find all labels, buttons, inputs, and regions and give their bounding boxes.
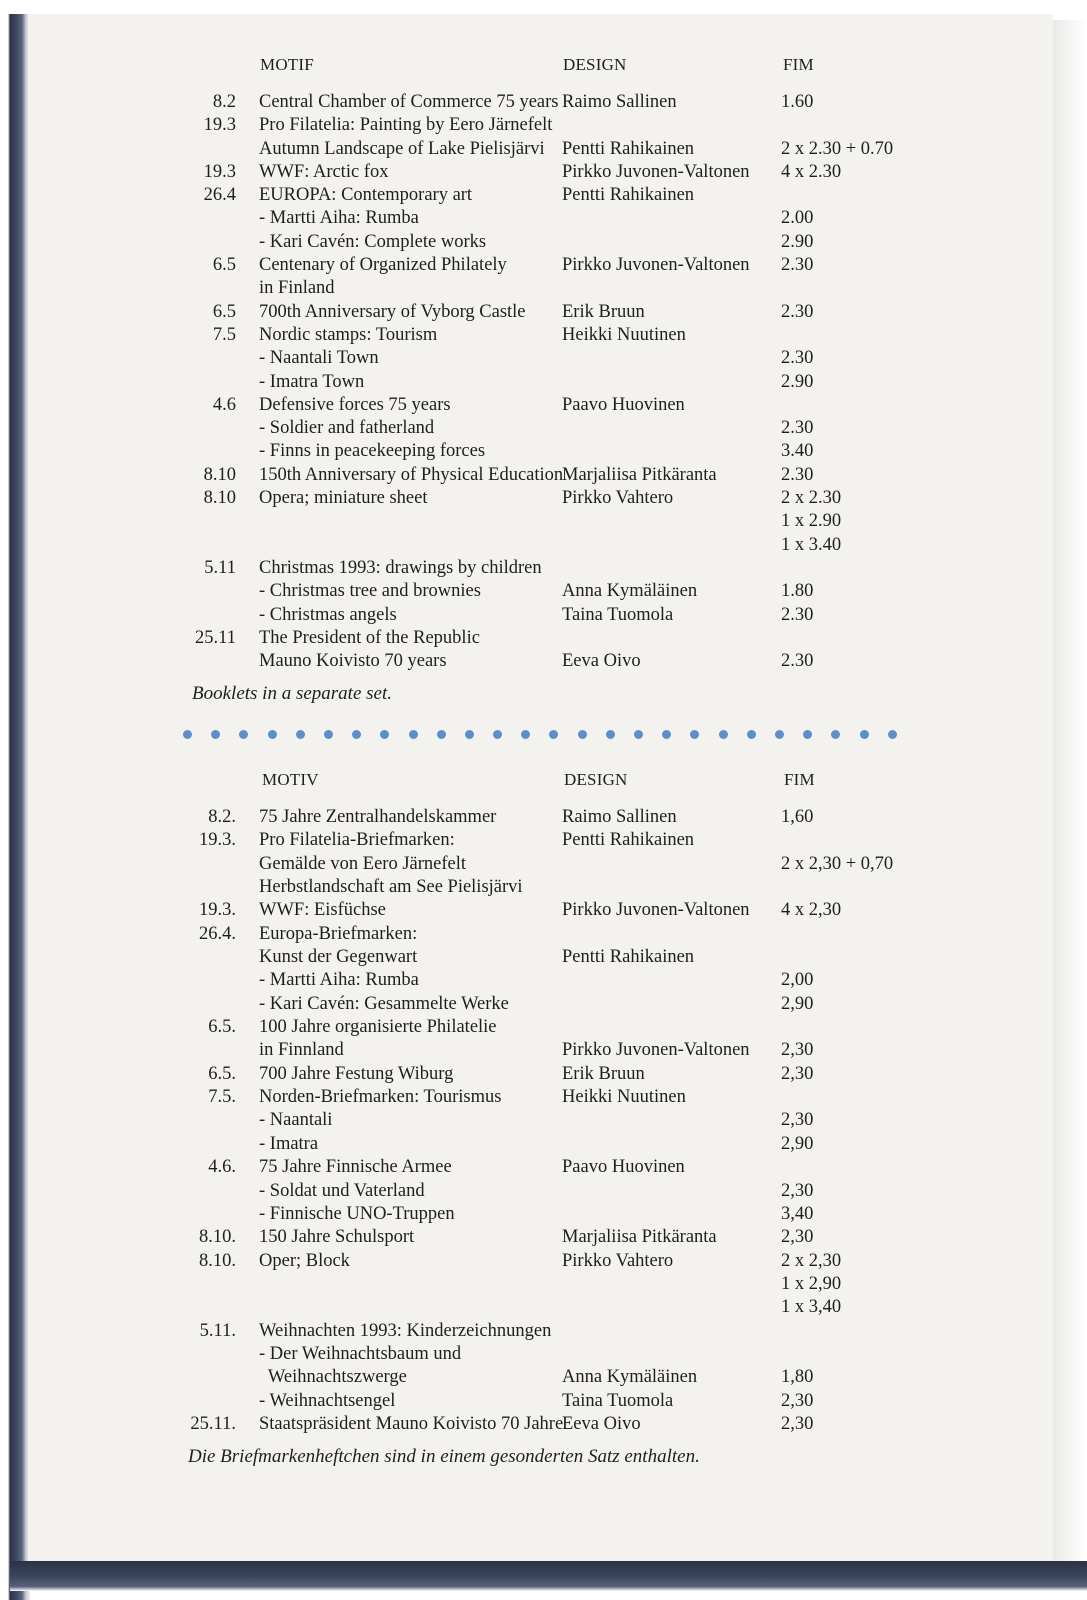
stamp-motif: - Kari Cavén: Complete works (259, 231, 487, 252)
stamp-value: 2.30 (781, 418, 814, 439)
separator-dot (437, 730, 446, 739)
stamp-value: 2 x 2.30 (781, 488, 842, 509)
stamp-value: 2 x 2,30 + 0,70 (781, 853, 894, 874)
stamp-value: 1 x 3.40 (781, 534, 842, 555)
table-row (0, 806, 1087, 829)
stamp-motif: 75 Jahre Finnische Armee (259, 1157, 452, 1178)
stamp-motif: - Naantali (259, 1110, 333, 1131)
stamp-motif: Pro Filatelia-Briefmarken: (259, 830, 455, 851)
stamp-motif: 75 Jahre Zentralhandelskammer (259, 807, 497, 827)
separator-dot (268, 730, 277, 739)
table-row (0, 207, 1087, 230)
stamp-designer: Pentti Rahikainen (562, 185, 695, 206)
stamp-motif: - Martti Aiha: Rumba (259, 208, 419, 229)
stamp-motif: Oper; Block (259, 1250, 350, 1271)
stamp-motif: 150 Jahre Schulsport (259, 1227, 415, 1248)
stamp-motif: Christmas 1993: drawings by children (259, 557, 542, 578)
stamp-designer: Raimo Sallinen (562, 92, 677, 112)
table-body (0, 91, 1087, 673)
table-row (0, 1133, 1087, 1156)
table-body (0, 806, 1087, 1436)
stamp-motif: Europa-Briefmarken: (259, 923, 418, 944)
separator-dot (831, 730, 840, 739)
table-row (0, 899, 1087, 922)
stamp-motif: Kunst der Gegenwart (259, 947, 418, 968)
stamp-motif: 700th Anniversary of Vyborg Castle (259, 301, 526, 322)
table-row (0, 1180, 1087, 1203)
stamp-date: 25.11 (195, 627, 236, 648)
stamp-date: 19.3. (199, 830, 236, 851)
booklets-note-german: Die Briefmarkenheftchen sind in einem gesonderten Satz enthalten. (188, 1446, 700, 1467)
stamp-motif: - Finns in peacekeeping forces (259, 441, 486, 462)
table-row (0, 324, 1087, 347)
stamp-value: 4 x 2.30 (781, 161, 842, 182)
separator-dot (662, 730, 671, 739)
table-row (0, 347, 1087, 370)
stamp-date: 8.10 (203, 464, 236, 485)
stamp-date: 6.5. (208, 1063, 236, 1084)
table-row (0, 1086, 1087, 1109)
stamp-motif: - Soldier and fatherland (259, 418, 435, 439)
table-row (0, 184, 1087, 207)
table-row (0, 627, 1087, 650)
stamp-date: 6.5 (212, 255, 236, 276)
separator-dot (296, 730, 305, 739)
stamp-designer: Anna Kymäläinen (562, 1367, 698, 1388)
column-header-motiv: MOTIV (262, 770, 319, 789)
stamp-motif: Opera; miniature sheet (259, 488, 428, 509)
stamp-designer: Paavo Huovinen (562, 394, 685, 415)
stamp-date: 8.10. (199, 1250, 236, 1271)
table-row (0, 1156, 1087, 1179)
stamp-motif: WWF: Arctic fox (259, 161, 389, 182)
stamp-motif: Centenary of Organized Philately (259, 255, 507, 276)
stamp-value: 1 x 2,90 (781, 1273, 842, 1294)
stamp-designer: Taina Tuomola (562, 604, 674, 625)
stamp-value: 2,00 (781, 970, 814, 991)
stamp-date: 5.11. (199, 1320, 236, 1341)
stamp-value: 2,30 (781, 1227, 814, 1248)
stamp-date: 26.4. (199, 923, 236, 944)
stamp-value: 2,30 (781, 1040, 814, 1061)
stamp-value: 2 x 2,30 (781, 1250, 842, 1271)
stamp-value: 4 x 2,30 (781, 900, 842, 921)
table-row (0, 1226, 1087, 1249)
stamp-designer: Pentti Rahikainen (562, 947, 695, 968)
table-row (0, 301, 1087, 324)
table-row (0, 829, 1087, 852)
stamp-motif: Norden-Briefmarken: Tourismus (259, 1087, 502, 1108)
table-row (0, 969, 1087, 992)
separator-dot (211, 730, 220, 739)
stamp-date: 8.2. (208, 807, 236, 827)
stamp-value: 2.30 (781, 348, 814, 369)
stamp-motif: in Finnland (259, 1040, 344, 1061)
stamp-motif: - Imatra (259, 1133, 319, 1154)
table-row (0, 1273, 1087, 1296)
stamp-value: 2,90 (781, 993, 814, 1014)
stamp-motif: 100 Jahre organisierte Philatelie (259, 1017, 497, 1038)
table-row (0, 231, 1087, 254)
table-row (0, 1390, 1087, 1413)
stamp-designer: Eeva Oivo (562, 1413, 641, 1434)
table-row (0, 534, 1087, 557)
separator-dot (493, 730, 502, 739)
separator-dot (549, 730, 558, 739)
table-row (0, 417, 1087, 440)
table-row (0, 946, 1087, 969)
separator-dot (465, 730, 474, 739)
stamp-designer: Heikki Nuutinen (562, 324, 686, 345)
separator-dot (578, 730, 587, 739)
stamp-designer: Pirkko Juvonen-Valtonen (562, 900, 750, 921)
table-row (0, 923, 1087, 946)
stamp-designer: Raimo Sallinen (562, 807, 677, 827)
column-header-fim: FIM (784, 770, 815, 789)
stamp-designer: Paavo Huovinen (562, 1157, 685, 1178)
stamp-value: 2,30 (781, 1180, 814, 1201)
table-row (0, 604, 1087, 627)
column-header-design: DESIGN (563, 55, 627, 74)
column-header-design: DESIGN (564, 770, 628, 789)
stamp-date: 26.4 (203, 185, 236, 206)
stamp-designer: Pirkko Vahtero (562, 488, 674, 509)
stamp-motif: - Finnische UNO-Truppen (259, 1203, 455, 1224)
table-row (0, 1250, 1087, 1273)
table-row (0, 1320, 1087, 1343)
stamp-motif: - Martti Aiha: Rumba (259, 970, 419, 991)
table-row (0, 1366, 1087, 1389)
stamp-value: 2,30 (781, 1110, 814, 1131)
separator-dot (324, 730, 333, 739)
table-row (0, 650, 1087, 673)
stamp-designer: Erik Bruun (562, 301, 645, 322)
table-row (0, 510, 1087, 533)
separator-dot (803, 730, 812, 739)
stamp-designer: Taina Tuomola (562, 1390, 674, 1411)
table-row (0, 487, 1087, 510)
stamp-date: 19.3 (203, 161, 236, 182)
table-row (0, 1413, 1087, 1436)
stamp-motif: Nordic stamps: Tourism (259, 324, 438, 345)
separator-dot (775, 730, 784, 739)
stamp-motif: The President of the Republic (259, 627, 480, 648)
table-row (0, 993, 1087, 1016)
separator-dot (719, 730, 728, 739)
stamp-value: 3.40 (781, 441, 814, 462)
separator-dot (888, 730, 897, 739)
separator-dot (521, 730, 530, 739)
column-header-motif: MOTIF (260, 55, 314, 74)
table-row (0, 161, 1087, 184)
stamp-motif: 700 Jahre Festung Wiburg (259, 1063, 454, 1084)
stamp-designer: Eeva Oivo (562, 651, 641, 672)
stamp-value: 2.30 (781, 651, 814, 672)
stamp-date: 19.3 (203, 115, 236, 136)
stamp-value: 2 x 2.30 + 0.70 (781, 138, 894, 159)
stamp-motif: 150th Anniversary of Physical Education (259, 464, 564, 485)
table-row (0, 277, 1087, 300)
stamp-value: 2.30 (781, 301, 814, 322)
stamp-value: 2.90 (781, 231, 814, 252)
table-row (0, 440, 1087, 463)
stamp-motif: - Naantali Town (259, 348, 379, 369)
stamp-value: 1 x 3,40 (781, 1297, 842, 1318)
stamp-date: 4.6. (208, 1157, 236, 1178)
stamp-motif: - Soldat und Vaterland (259, 1180, 425, 1201)
separator-dot (634, 730, 643, 739)
stamp-motif: WWF: Eisfüchse (259, 900, 386, 921)
stamp-value: 2,30 (781, 1063, 814, 1084)
stamp-value: 2,90 (781, 1133, 814, 1154)
stamp-date: 5.11 (204, 557, 236, 578)
table-row (0, 1296, 1087, 1319)
column-header-fim: FIM (783, 55, 814, 74)
table-row (0, 580, 1087, 603)
stamp-motif: Pro Filatelia: Painting by Eero Järnefelt (259, 115, 553, 136)
table-row (0, 254, 1087, 277)
stamp-designer: Pentti Rahikainen (562, 830, 695, 851)
stamp-value: 1,80 (781, 1367, 814, 1388)
stamp-date: 8.10. (199, 1227, 236, 1248)
stamp-date: 7.5. (208, 1087, 236, 1108)
stamp-motif: Central Chamber of Commerce 75 years (259, 92, 559, 112)
stamp-motif: Gemälde von Eero Järnefelt (259, 853, 467, 874)
stamp-motif: - Der Weihnachtsbaum und (259, 1343, 462, 1364)
stamp-date: 25.11. (190, 1413, 236, 1434)
table-row (0, 1203, 1087, 1226)
table-row (0, 1063, 1087, 1086)
stamp-date: 8.2 (212, 92, 236, 112)
stamp-value: 2.30 (781, 255, 814, 276)
table-row (0, 114, 1087, 137)
stamp-designer: Pirkko Juvonen-Valtonen (562, 161, 750, 182)
stamp-value: 3,40 (781, 1203, 814, 1224)
stamp-value: 2.30 (781, 464, 814, 485)
stamp-motif: Defensive forces 75 years (259, 394, 451, 415)
separator-dot (860, 730, 869, 739)
table-row (0, 876, 1087, 899)
stamp-motif: - Christmas tree and brownies (259, 581, 481, 602)
table-row (0, 1109, 1087, 1132)
stamp-designer: Pirkko Juvonen-Valtonen (562, 1040, 750, 1061)
dotted-separator (183, 727, 897, 741)
separator-dot (183, 730, 192, 739)
stamp-value: 2.00 (781, 208, 814, 229)
stamp-motif: - Weihnachtsengel (259, 1390, 396, 1411)
separator-dot (606, 730, 615, 739)
stamp-date: 19.3. (199, 900, 236, 921)
stamp-value: 1,60 (781, 807, 814, 827)
stamp-value: 2.30 (781, 604, 814, 625)
table-row (0, 464, 1087, 487)
stamp-designer: Pentti Rahikainen (562, 138, 695, 159)
stamp-motif: in Finland (259, 278, 335, 299)
stamp-motif: Weihnachtszwerge (259, 1367, 407, 1388)
stamp-value: 1 x 2.90 (781, 511, 842, 532)
stamp-designer: Marjaliisa Pitkäranta (562, 464, 717, 485)
separator-dot (747, 730, 756, 739)
stamp-date: 6.5. (208, 1017, 236, 1038)
separator-dot (380, 730, 389, 739)
stamp-motif: Herbstlandschaft am See Pielisjärvi (259, 877, 523, 898)
stamp-motif: - Christmas angels (259, 604, 397, 625)
stamp-date: 8.10 (203, 488, 236, 509)
table-row (0, 1039, 1087, 1062)
stamp-date: 6.5 (212, 301, 236, 322)
stamp-motif: EUROPA: Contemporary art (259, 185, 473, 206)
stamp-designer: Anna Kymäläinen (562, 581, 698, 602)
table-row (0, 91, 1087, 114)
stamp-designer: Pirkko Juvonen-Valtonen (562, 255, 750, 276)
stamp-motif: - Imatra Town (259, 371, 365, 392)
stamp-designer: Heikki Nuutinen (562, 1087, 686, 1108)
stamp-designer: Pirkko Vahtero (562, 1250, 674, 1271)
stamp-designer: Erik Bruun (562, 1063, 645, 1084)
stamp-date: 4.6 (212, 394, 236, 415)
stamp-motif: Autumn Landscape of Lake Pielisjärvi (259, 138, 545, 159)
stamp-motif: - Kari Cavén: Gesammelte Werke (259, 993, 509, 1014)
stamp-value: 2,30 (781, 1390, 814, 1411)
stamp-value: 2,30 (781, 1413, 814, 1434)
table-row (0, 557, 1087, 580)
stamp-value: 1.80 (781, 581, 814, 602)
binder-edge-bottom (10, 1561, 1087, 1591)
separator-dot (690, 730, 699, 739)
table-row (0, 138, 1087, 161)
separator-dot (352, 730, 361, 739)
stamp-motif: Staatspräsident Mauno Koivisto 70 Jahre (259, 1413, 564, 1434)
stamp-value: 1.60 (781, 92, 814, 112)
stamp-value: 2.90 (781, 371, 814, 392)
separator-dot (239, 730, 248, 739)
booklets-note: Booklets in a separate set. (192, 683, 392, 704)
separator-dot (409, 730, 418, 739)
table-row (0, 853, 1087, 876)
table-row (0, 1016, 1087, 1039)
stamp-motif: Weihnachten 1993: Kinderzeichnungen (259, 1320, 552, 1341)
table-row (0, 371, 1087, 394)
table-row (0, 394, 1087, 417)
stamp-designer: Marjaliisa Pitkäranta (562, 1227, 717, 1248)
stamp-motif: Mauno Koivisto 70 years (259, 651, 447, 672)
table-row (0, 1343, 1087, 1366)
stamp-date: 7.5 (212, 324, 236, 345)
